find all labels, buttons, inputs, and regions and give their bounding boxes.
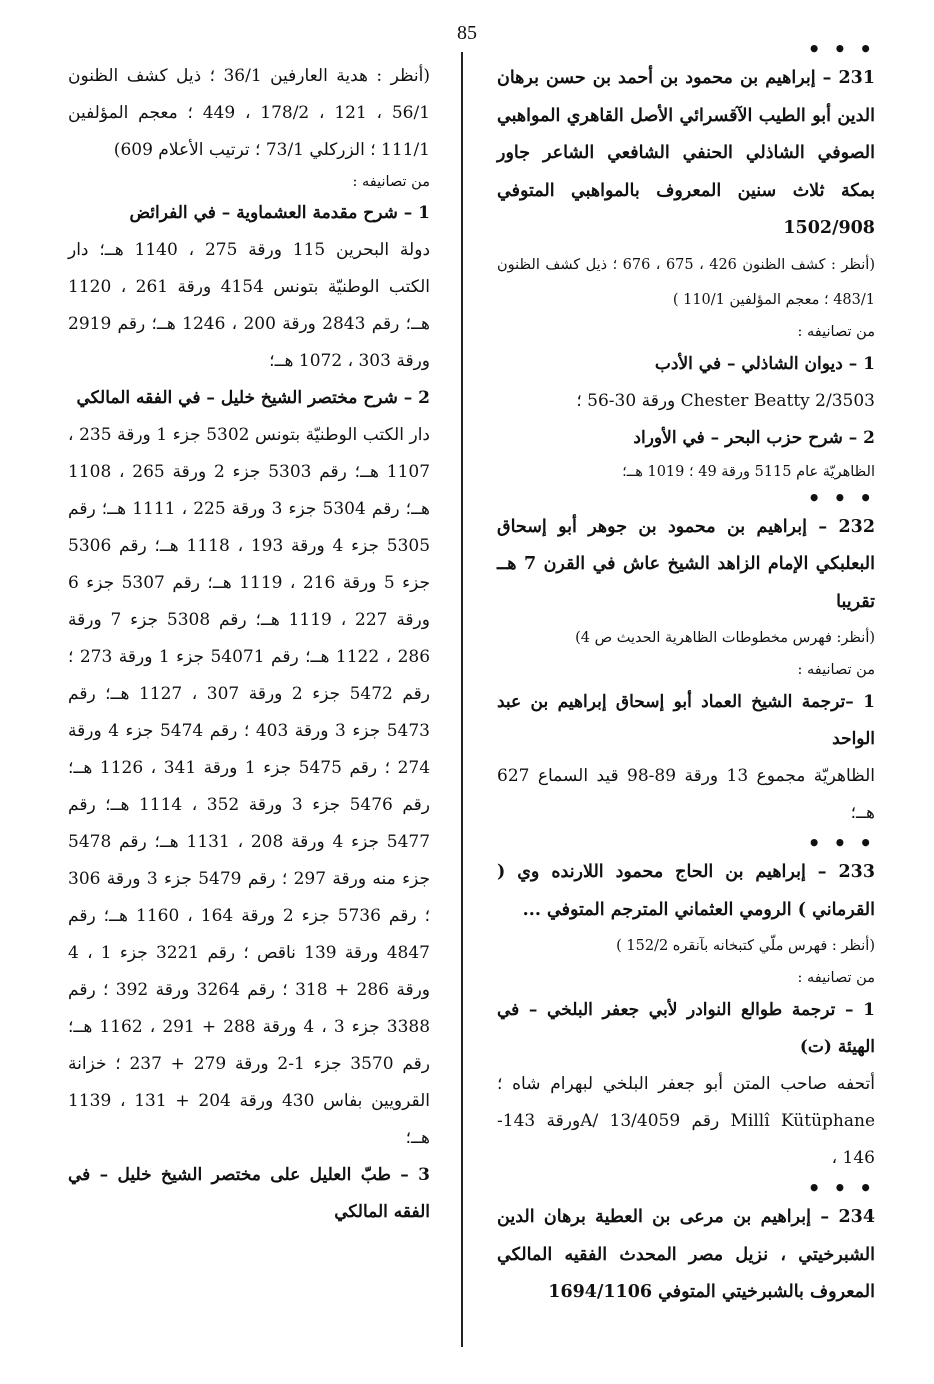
left-column — [68, 58, 430, 1231]
entry-separator: • • • — [807, 1176, 875, 1200]
entry-231-references: (أنظر : كشف الظنون 426 ، 675 ، 676 ؛ ذيل كشف الظنون 483/1 ؛ معجم المؤلفين 110/1 ) — [497, 256, 875, 308]
entry-232-references: (أنظر: فهرس مخطوطات الظاهرية الحديث ص 4) — [575, 630, 875, 646]
entry-231-heading: 231 – إبراهيم بن محمود بن أحمد بن حسن برهان الدين أبو الطيب الآقسرائي الأصل القاهري المواهبي الصوفي الشاذلي الحنفي الشافعي الشاعر جاور بمكة ثلاث سنين المعروف بالمواهبي المتوفي 1502/908 — [497, 68, 875, 238]
entry-233-references: (أنظر : فهرس ملّي كتبخانه بآنقره 152/2 ) — [616, 938, 875, 954]
entry-231-work-1-title: 1 – ديوان الشاذلي – في الأدب — [654, 353, 875, 374]
entry-233-work-1-location: أتحفه صاحب المتن أبو جعفر البلخي لبهرام شاه ؛ Millî Kütüphane رقم A/ 13/4059ورقة 143-146 ، — [497, 1074, 875, 1168]
entry-separator: • • • — [807, 37, 875, 61]
entry-231-work-2-location: الظاهريّة عام 5115 ورقة 49 ؛ 1019 هــ؛ — [622, 463, 875, 480]
entry-230-work-3-title: 3 – طبّ العليل على مختصر الشيخ خليل – في الفقه المالكي — [68, 1165, 430, 1222]
entry-234-heading: 234 – إبراهيم بن مرعى بن العطية برهان الدين الشبرخيتي ، نزيل مصر المحدث الفقيه المالكي المعروف بالشبرخيتي المتوفي 1694/1106 — [497, 1207, 875, 1302]
entry-230-works-label: من تصانيفه : — [352, 174, 430, 190]
entry-231-work-1-location: Chester Beatty 2/3503 ورقة 30-56 ؛ — [576, 390, 875, 411]
entry-232-work-1-location: الظاهريّة مجموع 13 ورقة 89-98 قيد السماع 627 هــ؛ — [497, 766, 875, 823]
entry-232-work-1-title: 1 –ترجمة الشيخ العماد أبو إسحاق إبراهيم بن عبد الواحد — [497, 692, 875, 749]
right-column — [497, 38, 875, 1312]
page-number: 85 — [457, 22, 477, 44]
entry-233-heading: 233 – إبراهيم بن الحاج محمود اللارنده وي ( القرماني ) الرومي العثماني المترجم المتوفي ... — [497, 862, 875, 920]
entry-230-work-2-location: دار الكتب الوطنيّة بتونس 5302 جزء 1 ورقة 235 ، 1107 هــ؛ رقم 5303 جزء 2 ورقة 265 ، 1108 هــ؛ رقم 5304 جزء 3 ورقة 225 ، 1111 هــ؛ رقم 5305 جزء 4 ورقة 193 ، 1118 هــ؛ رقم 5306 جزء 5 ورقة 216 ، 1119 هــ؛ رقم 5307 جزء 6 ورقة 227 ، 1119 هــ؛ رقم 5308 جزء 7 ورقة 286 ، 1122 هــ؛ رقم 54071 جزء 1 ورقة 273 ؛ رقم 5472 جزء 2 ورقة 307 ، 1127 هــ؛ رقم 5473 جزء 3 ورقة 403 ؛ رقم 5474 جزء 4 ورقة 274 ؛ رقم 5475 جزء 1 ورقة 341 ، 1126 هــ؛ رقم 5476 جزء 3 ورقة 352 ، 1114 هــ؛ رقم 5477 جزء 4 ورقة 208 ، 1131 هــ؛ رقم 5478 جزء منه ورقة 297 ؛ رقم 5479 جزء 3 ورقة 306 ؛ رقم 5736 جزء 2 ورقة 164 ، 1160 هــ؛ رقم 4847 ورقة 139 ناقص ؛ رقم 3221 جزء 1 ، 4 ورقة 286 + 318 ؛ رقم 3264 ورقة 392 ؛ رقم 3388 جزء 3 ، 4 ورقة 288 + 291 ، 1162 هــ؛ رقم 3570 جزء 1-2 ورقة 279 + 237 ؛ خزانة القرويين بفاس 430 ورقة 204 + 131 ، 1139 هــ؛ — [68, 425, 431, 1148]
entry-231-works-label: من تصانيفه : — [797, 323, 875, 340]
entry-230-work-1-title: 1 – شرح مقدمة العشماوية – في الفرائض — [129, 203, 430, 223]
entry-232-works-label: من تصانيفه : — [797, 662, 875, 678]
entry-230-work-2-title: 2 – شرح مختصر الشيخ خليل – في الفقه المالكي — [76, 388, 430, 408]
entry-232-heading: 232 – إبراهيم بن محمود بن جوهر أبو إسحاق البعلبكي الإمام الزاهد الشيخ عاش في القرن 7 هــ تقريبا — [497, 516, 875, 612]
entry-230-references-continued: (أنظر : هدية العارفين 36/1 ؛ ذيل كشف الظنون 56/1 ، 121 ، 178/2 ، 449 ؛ معجم المؤلفين 111/1 ؛ الزركلي 73/1 ؛ ترتيب الأعلام 609) — [68, 66, 431, 160]
entry-230-work-1-location: دولة البحرين 115 ورقة 275 ، 1140 هــ؛ دار الكتب الوطنيّة بتونس 4154 ورقة 261 ، 1120 هــ؛ رقم 2843 ورقة 200 ، 1246 هــ؛ رقم 2919 ورقة 303 ، 1072 هــ؛ — [68, 240, 431, 371]
entry-233-work-1-title: 1 – ترجمة طوالع النوادر لأبي جعفر البلخي – في الهيئة (ت) — [497, 1000, 875, 1057]
column-divider — [461, 52, 463, 1347]
entry-231-work-2-title: 2 – شرح حزب البحر – في الأوراد — [633, 427, 875, 448]
entry-233-works-label: من تصانيفه : — [797, 970, 875, 986]
entry-separator: • • • — [807, 831, 875, 855]
entry-separator: • • • — [807, 485, 875, 510]
